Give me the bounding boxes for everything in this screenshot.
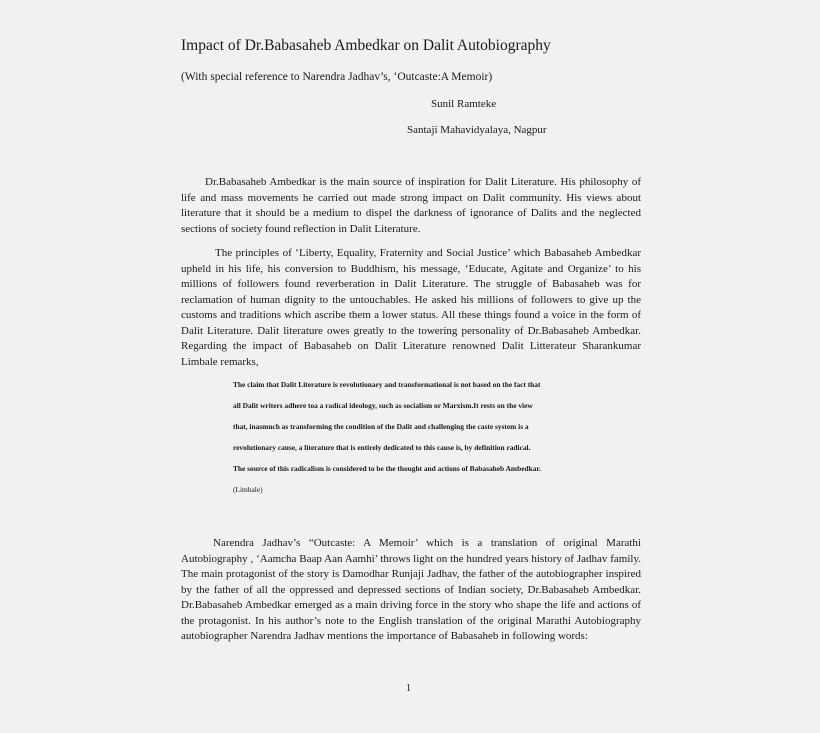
block-quote	[233, 377, 623, 498]
quote-line: that, inasmuch as transforming the condition of the Dalit and challenging the caste system is a	[233, 422, 529, 431]
quote-line: all Dalit writers adhere toa a radical ideology, such as socialism or Marxism.It rests on the view	[233, 401, 533, 410]
body-paragraph-3: Narendra Jadhav’s “Outcaste: A Memoir’ which is a translation of original Marathi Autobiography , ‘Aamcha Baap Aan Aamhi’ throws light on the hundred years history of Jadhav family. The main protagonist of the story is Damodhar Runjaji Jadhav, the father of the autobiographer inspired by the father of all the oppressed and depressed sections of Indian society, Dr.Babasaheb Ambedkar. Dr.Babasaheb Ambedkar emerged as a main driving force in the story who shape the life and actions of the protagonist. In his author’s note to the English translation of the original Marathi Autobiography autobiographer Narendra Jadhav mentions the importance of Babasaheb in following words:	[181, 537, 641, 642]
paper-title: Impact of Dr.Babasaheb Ambedkar on Dalit Autobiography	[181, 37, 551, 54]
body-paragraph-1: Dr.Babasaheb Ambedkar is the main source of inspiration for Dalit Literature. His philosophy of life and mass movements he carried out made strong impact on Dalit community. His views about literature that it should be a medium to dispel the darkness of ignorance of Dalits and the neglected sections of society found reflection in Dalit Literature.	[181, 176, 641, 235]
author-affiliation: Santaji Mahavidyalaya, Nagpur	[407, 124, 547, 136]
quote-line: The source of this radicalism is considered to be the thought and actions of Babasaheb Ambedkar.	[233, 464, 541, 473]
paper-subtitle: (With special reference to Narendra Jadhav’s, ‘Outcaste:A Memoir)	[181, 71, 493, 83]
quote-line: The claim that Dalit Literature is revolutionary and transformational is not based on the fact that	[233, 380, 541, 389]
author-name: Sunil Ramteke	[431, 98, 497, 110]
page-number: 1	[406, 683, 411, 694]
quote-source: (Limbale)	[233, 485, 263, 494]
body-paragraph-2: The principles of ‘Liberty, Equality, Fraternity and Social Justice’ which Babasaheb Ambedkar upheld in his life, his conversion to Buddhism, his message, ‘Educate, Agitate and Organize’ to his millions of followers found reverberation in Dalit Literature. The struggle of Babasaheb was for reclamation of human dignity to the untouchables. He asked his millions of followers to give up the customs and traditions which ascribe them a lower status. All these things found a voice in the form of Dalit Literature. Dalit literature owes greatly to the towering personality of Dr.Babasaheb Ambedkar. Regarding the impact of Babasaheb on Dalit Literature renowned Dalit Litterateur Sharankumar Limbale remarks,	[181, 247, 641, 368]
quote-line: revolutionary cause, a literature that is entirely dedicated to this cause is, by definition radical.	[233, 443, 531, 452]
